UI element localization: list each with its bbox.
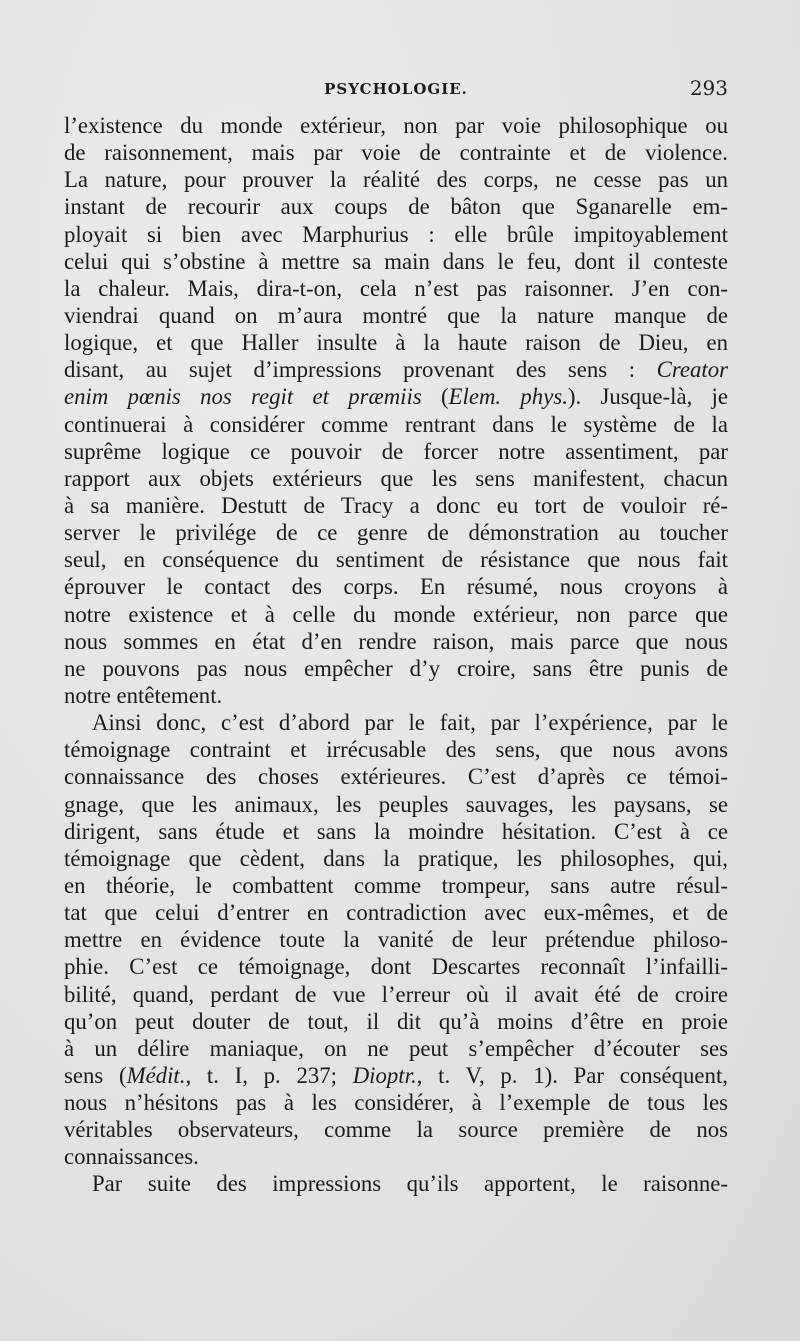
text-line: suprême logique ce pouvoir de forcer notre assentiment, par bbox=[64, 438, 728, 464]
text-line: ployait si bien avec Marphurius : elle brûle impitoyablement bbox=[64, 221, 728, 247]
page-header bbox=[64, 76, 728, 104]
text-line: qu’on peut douter de tout, il dit qu’à moins d’être en proie bbox=[64, 1008, 728, 1034]
text-line: de raisonnement, mais par voie de contrainte et de violence. bbox=[64, 140, 728, 166]
text-line: dirigent, sans étude et sans la moindre hésitation. C’est à ce bbox=[64, 818, 728, 844]
text-line: nous sommes en état d’en rendre raison, mais parce que nous bbox=[64, 628, 728, 654]
text-line: rapport aux objets extérieurs que les sens manifestent, chacun bbox=[64, 465, 728, 491]
text-line: phie. C’est ce témoignage, dont Descartes reconnaît l’infailli- bbox=[64, 954, 728, 980]
paragraph-start-line: Par suite des impressions qu’ils apportent, le raisonne- bbox=[92, 1171, 728, 1197]
italic-span: Creator bbox=[656, 357, 728, 383]
text-line: connaissances. bbox=[64, 1144, 199, 1170]
text-line: enim pœnis nos regit et præmiis (Elem. phys.). Jusque-là, je bbox=[64, 384, 728, 410]
body-text bbox=[64, 112, 728, 1198]
text-line: à un délire maniaque, on ne peut s’empêcher d’écouter ses bbox=[64, 1035, 728, 1061]
text-line: témoignage contraint et irrécusable des sens, que nous avons bbox=[64, 737, 728, 763]
text-line: véritables observateurs, comme la source première de nos bbox=[64, 1117, 728, 1143]
text-line: la chaleur. Mais, dira-t-on, cela n’est pas raisonner. J’en con- bbox=[64, 275, 728, 301]
text-line: bilité, quand, perdant de vue l’erreur où il avait été de croire bbox=[64, 981, 728, 1007]
text-line: continuerai à considérer comme rentrant dans le système de la bbox=[64, 411, 728, 437]
text-line: La nature, pour prouver la réalité des corps, ne cesse pas un bbox=[64, 167, 728, 193]
text-line: à sa manière. Destutt de Tracy a donc eu tort de vouloir ré- bbox=[64, 492, 728, 518]
text-line: instant de recourir aux coups de bâton que Sganarelle em- bbox=[64, 194, 728, 220]
page-number: 293 bbox=[689, 76, 728, 100]
text-line: seul, en conséquence du sentiment de résistance que nous fait bbox=[64, 547, 728, 573]
text-line: nous n’hésitons pas à les considérer, à l’exemple de tous les bbox=[64, 1090, 728, 1116]
text-line: sens (Médit., t. I, p. 237; Dioptr., t. V, p. 1). Par conséquent, bbox=[64, 1062, 728, 1088]
text-line: notre existence et à celle du monde extérieur, non parce que bbox=[64, 601, 728, 627]
text-line: logique, et que Haller insulte à la haute raison de Dieu, en bbox=[64, 330, 728, 356]
text-line: ne pouvons pas nous empêcher d’y croire, sans être punis de bbox=[64, 655, 728, 681]
text-line: mettre en évidence toute la vanité de leur prétendue philoso- bbox=[64, 927, 728, 953]
text-line: notre entêtement. bbox=[64, 682, 223, 708]
italic-span: Dioptr. bbox=[352, 1062, 417, 1088]
italic-span: Médit. bbox=[126, 1062, 186, 1088]
text-line: témoignage que cèdent, dans la pratique, les philosophes, qui, bbox=[64, 845, 728, 871]
text-line: connaissance des choses extérieures. C’est d’après ce témoi- bbox=[64, 764, 728, 790]
running-title: PSYCHOLOGIE. bbox=[324, 80, 468, 98]
text-line: viendrai quand on m’aura montré que la nature manque de bbox=[64, 302, 728, 328]
text-line: l’existence du monde extérieur, non par voie philosophique ou bbox=[64, 113, 728, 138]
paragraph-start-line: Ainsi donc, c’est d’abord par le fait, par l’expérience, par le bbox=[92, 710, 728, 736]
text-line: celui qui s’obstine à mettre sa main dans le feu, dont il conteste bbox=[64, 248, 728, 274]
italic-span: Elem. phys. bbox=[448, 384, 568, 410]
italic-span: enim pœnis nos regit et præmiis bbox=[64, 384, 422, 410]
text-line: tat que celui d’entrer en contradiction avec eux-mêmes, et de bbox=[64, 900, 728, 926]
text-line: disant, au sujet d’impressions provenant des sens : Creator bbox=[64, 357, 728, 383]
text-line: gnage, que les animaux, les peuples sauvages, les paysans, se bbox=[64, 791, 728, 817]
text-line: éprouver le contact des corps. En résumé, nous croyons à bbox=[64, 574, 728, 600]
text-line: en théorie, le combattent comme trompeur, sans autre résul- bbox=[64, 872, 728, 898]
text-line: server le privilége de ce genre de démonstration au toucher bbox=[64, 520, 728, 546]
